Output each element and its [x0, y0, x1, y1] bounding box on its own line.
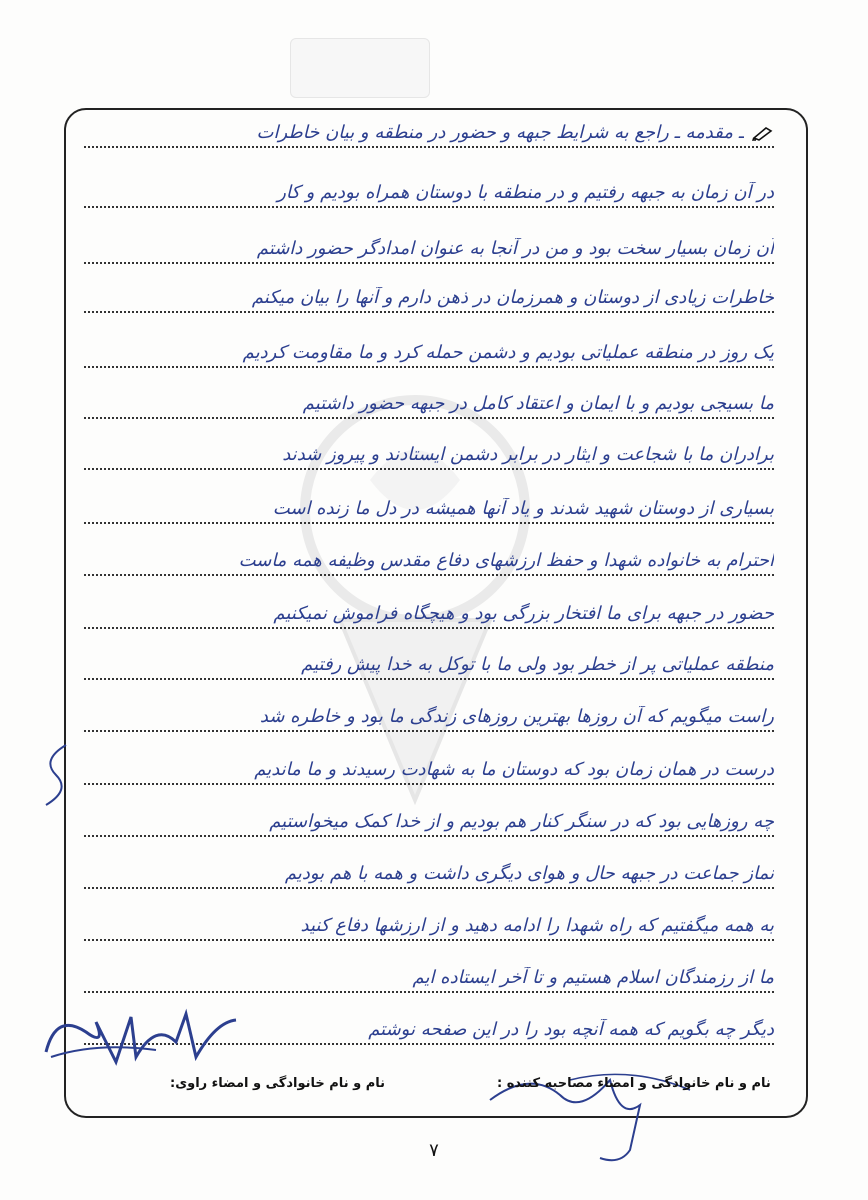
ruled-line	[84, 366, 774, 368]
handwritten-line: به همه میگفتیم که راه شهدا را ادامه دهید و از ارزشها دفاع کنید	[300, 915, 774, 936]
handwritten-line: خاطرات زیادی از دوستان و همرزمان در ذهن دارم و آنها را بیان میکنم	[251, 287, 774, 308]
ruled-line	[84, 262, 774, 264]
narrator-signature-label: نام و نام خانوادگی و امضاء راوی:	[170, 1076, 385, 1091]
faded-stamp-icon	[290, 38, 430, 98]
ruled-line	[84, 522, 774, 524]
handwritten-line: آن زمان بسیار سخت بود و من در آنجا به عنوان امدادگر حضور داشتم	[256, 238, 774, 259]
handwritten-line: راست میگویم که آن روزها بهترین روزهای زندگی ما بود و خاطره شد	[259, 706, 774, 727]
ruled-line	[84, 206, 774, 208]
handwritten-line: حضور در جبهه برای ما افتخار بزرگی بود و هیچگاه فراموش نمیکنیم	[273, 603, 774, 624]
ruled-line	[84, 417, 774, 419]
handwritten-line: برادران ما با شجاعت و ایثار در برابر دشمن ایستادند و پیروز شدند	[282, 444, 774, 465]
ruled-line	[84, 468, 774, 470]
ruled-line	[84, 627, 774, 629]
ruled-line	[84, 991, 774, 993]
ink-curl-icon	[36, 740, 76, 810]
ruled-line	[84, 678, 774, 680]
handwritten-line: بسیاری از دوستان شهید شدند و یاد آنها همیشه در دل ما زنده است	[272, 498, 774, 519]
ruled-line	[84, 939, 774, 941]
handwritten-line: چه روزهایی بود که در سنگر کنار هم بودیم و از خدا کمک میخواستیم	[269, 811, 774, 832]
handwritten-line: در آن زمان به جبهه رفتیم و در منطقه با دوستان همراه بودیم و کار	[277, 182, 774, 203]
interviewer-signature-label: نام و نام خانوادگی و امضاء مصاحبه کننده :	[497, 1076, 771, 1091]
handwritten-line: احترام به خانواده شهدا و حفظ ارزشهای دفاع مقدس وظیفه همه ماست	[238, 550, 774, 571]
handwritten-line: نماز جماعت در جبهه حال و هوای دیگری داشت و همه با هم بودیم	[284, 863, 774, 884]
handwritten-line: یک روز در منطقه عملیاتی بودیم و دشمن حمله کرد و ما مقاومت کردیم	[242, 342, 774, 363]
ruled-line	[84, 783, 774, 785]
handwritten-line: ما از رزمندگان اسلام هستیم و تا آخر ایستاده ایم	[412, 967, 774, 988]
ruled-line	[84, 311, 774, 313]
handwritten-line: منطقه عملیاتی پر از خطر بود ولی ما با توکل به خدا پیش رفتیم	[301, 654, 774, 675]
narrator-signature-icon	[36, 1002, 246, 1072]
handwritten-line: ـ مقدمه ـ راجع به شرایط جبهه و حضور در منطقه و بیان خاطرات	[256, 122, 744, 143]
ruled-line	[84, 835, 774, 837]
ruled-line	[84, 730, 774, 732]
ruled-line	[84, 146, 774, 148]
ruled-line	[84, 574, 774, 576]
ruled-line	[84, 887, 774, 889]
handwritten-line: دیگر چه بگویم که همه آنچه بود را در این صفحه نوشتم	[368, 1019, 774, 1040]
pen-icon	[752, 125, 774, 141]
handwritten-line: درست در همان زمان بود که دوستان ما به شهادت رسیدند و ما ماندیم	[254, 759, 774, 780]
page-number: ۷	[429, 1140, 439, 1161]
handwritten-line: ما بسیجی بودیم و با ایمان و اعتقاد کامل در جبهه حضور داشتیم	[302, 393, 774, 414]
